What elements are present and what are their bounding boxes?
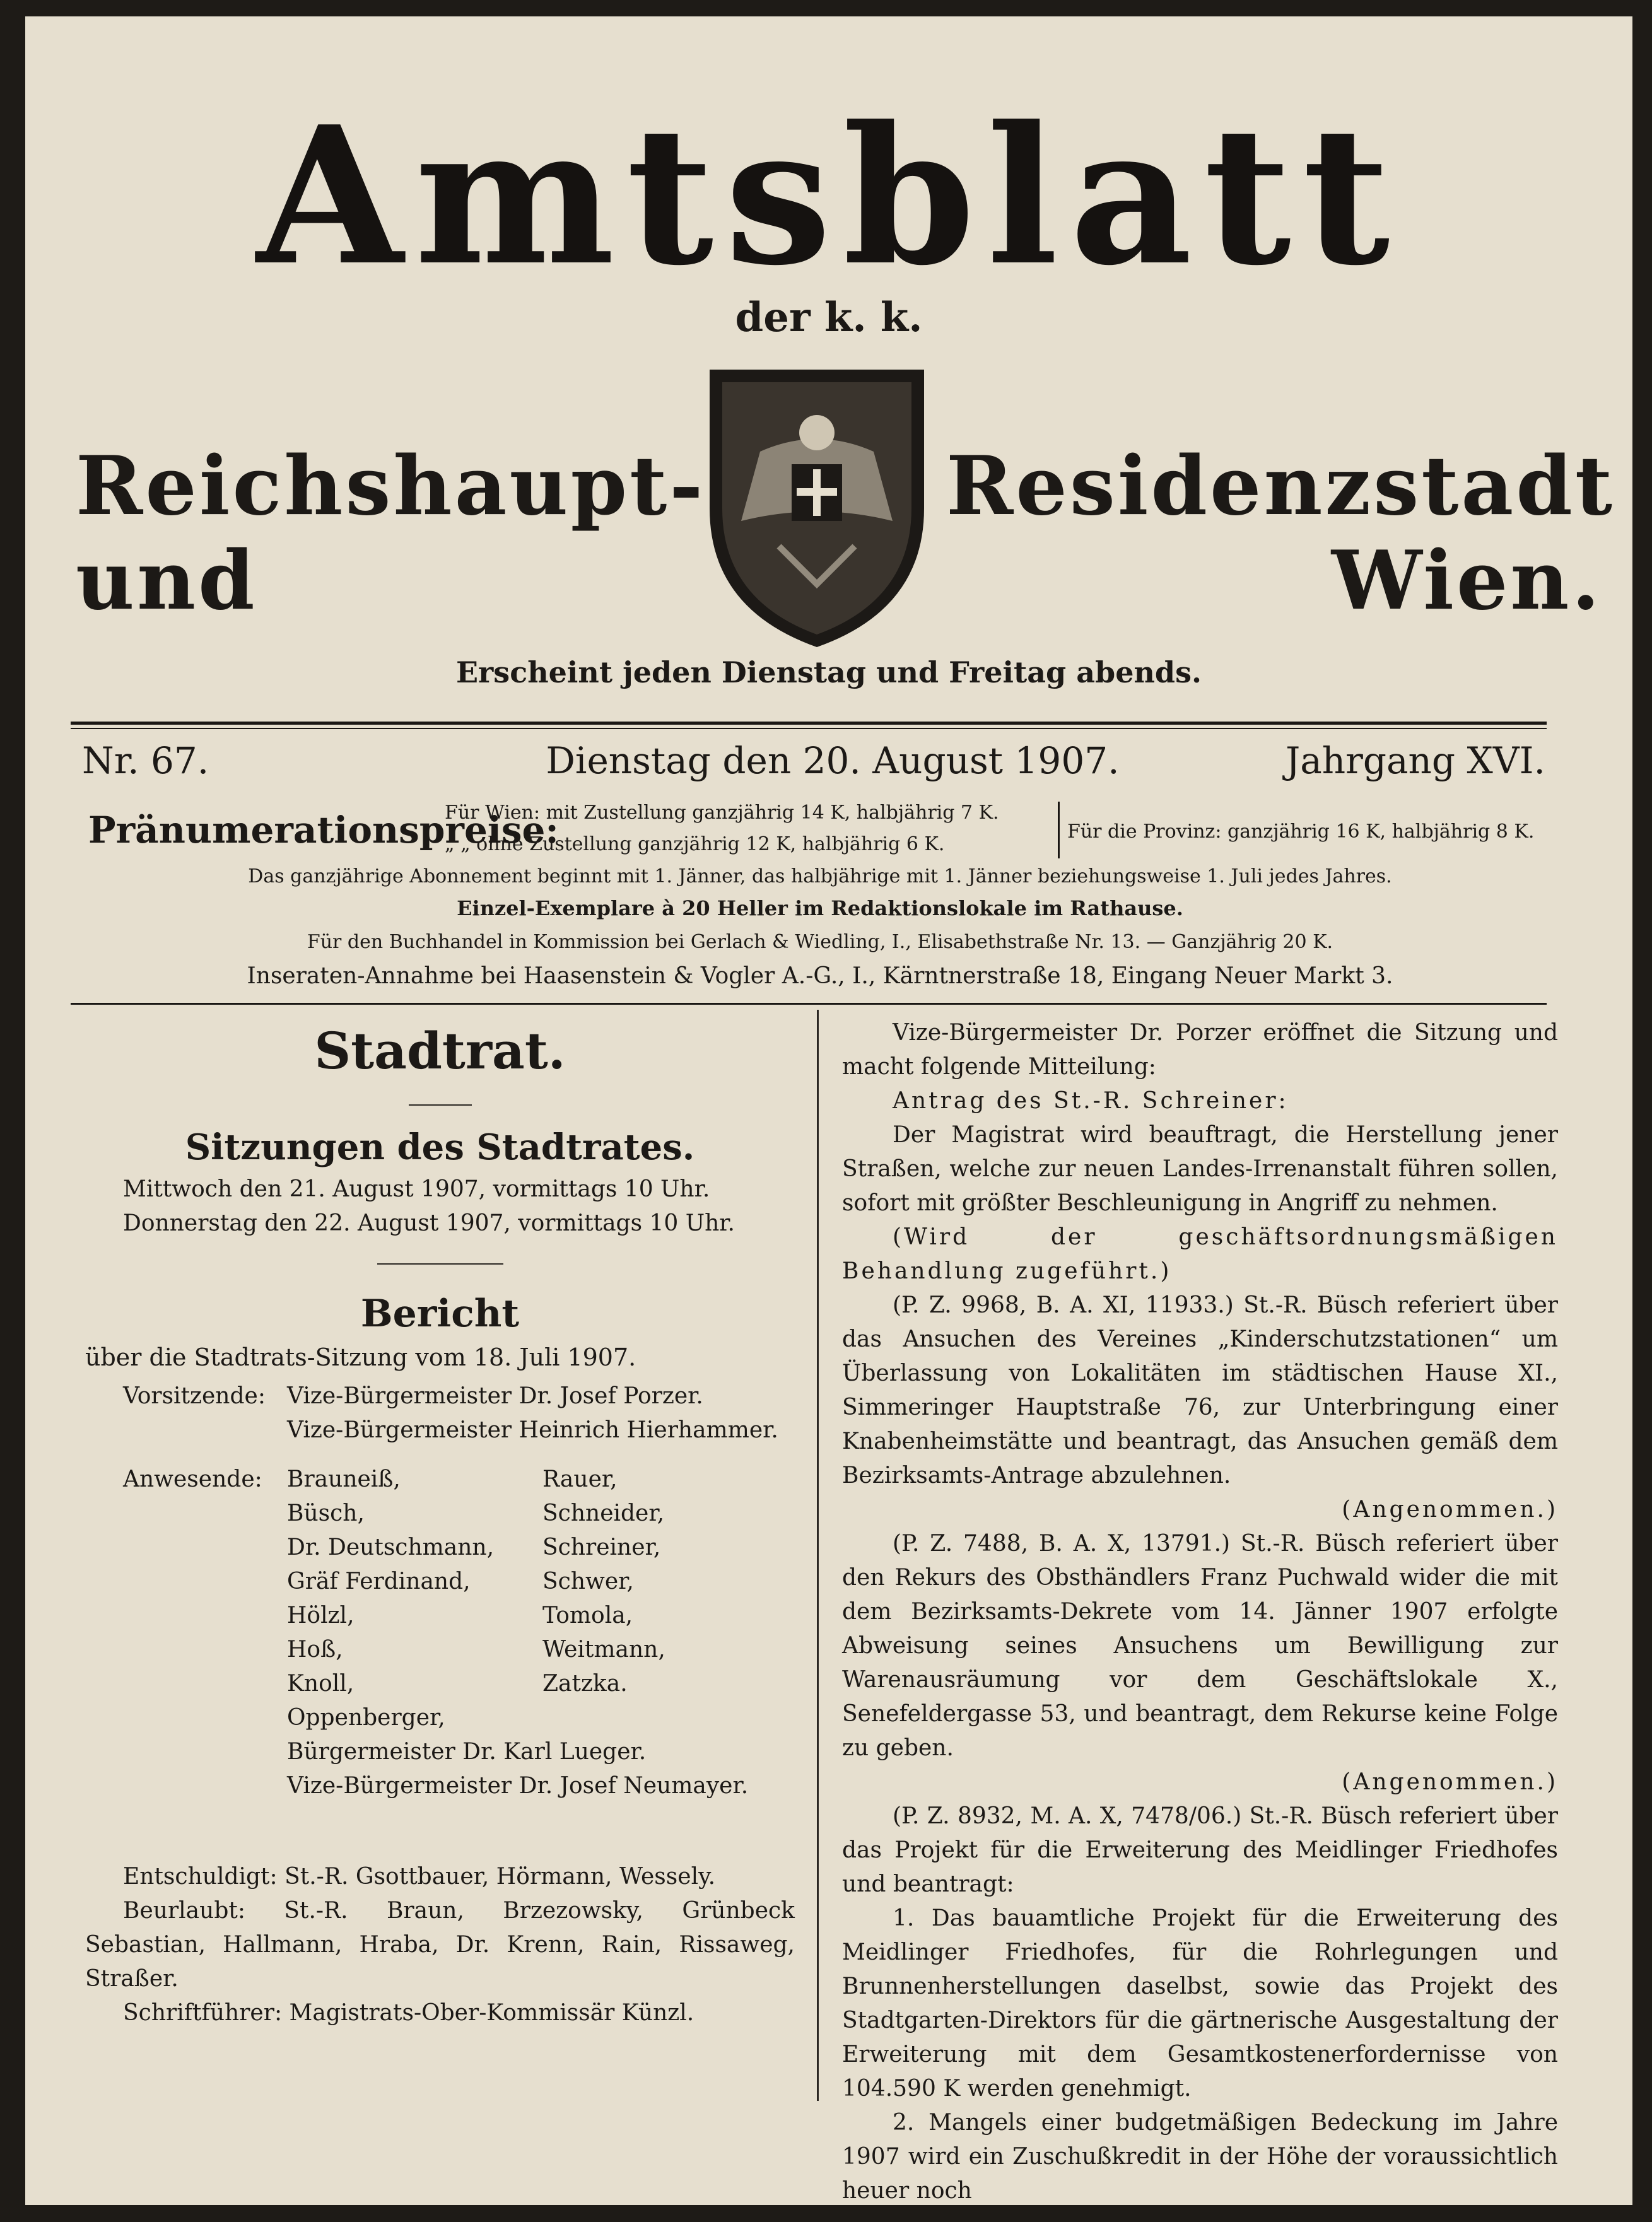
prices-abonnement: Das ganzjährige Abonnement beginnt mit 1. Jänner, das halbjährige mit 1. Jänner beziehungsweise 1. Juli jedes Jahres. — [248, 865, 1392, 887]
masthead-city-left: Reichshaupt- und — [76, 439, 706, 628]
issue-volume: Jahrgang XVI. — [1285, 739, 1545, 782]
prices-wien-line2: „ „ ohne Zustellung ganzjährig 12 K, halbjährig 6 K. — [445, 833, 945, 855]
item-9968: (P. Z. 9968, B. A. XI, 11933.) St.-R. Büsch referiert über das Ansuchen des Vereines „Kinderschutzstationen“ um Überlassung von Lokalitäten im städtischen Hause XI., Simmeringer Hauptstraße 76, zur Unterbringung einer Knabenheimstätte und beantragt, das Ansuchen gemäß dem Bezirksamts-Antrage abzulehnen. — [842, 1292, 1558, 1488]
vorsitz-label: Vorsitzende: — [123, 1383, 266, 1409]
attendee: Schreiner, — [542, 1535, 661, 1560]
attendee: Brauneiß, — [287, 1466, 401, 1492]
vorsitz-name-2: Vize-Bürgermeister Heinrich Hierhammer. — [287, 1417, 778, 1443]
antrag-note: (Wird der geschäftsordnungsmäßigen Behandlung zugeführt.) — [842, 1224, 1558, 1284]
item-8932-point-1: 1. Das bauamtliche Projekt für die Erweiterung des Meidlinger Friedhofes, für die Rohrlegungen und Brunnenherstellungen daselbst, sowie das Projekt des Stadtgarten-Direktors für die gärtnerische Ausgestaltung der Erweiterung mit dem Gesamtkostenerfordernisse von 104.590 K werden genehmigt. — [842, 1905, 1558, 2102]
attendee: Zatzka. — [542, 1671, 628, 1697]
masthead-title: Amtsblatt — [256, 85, 1402, 307]
antrag-text: Der Magistrat wird beauftragt, die Herstellung jener Straßen, welche zur neuen Landes-Irrenanstalt führen sollen, sofort mit größter Beschleunigung in Angriff zu nehmen. — [842, 1122, 1558, 1216]
vorsitz-name-1: Vize-Bürgermeister Dr. Josef Porzer. — [287, 1383, 703, 1409]
attendee: Dr. Deutschmann, — [287, 1535, 495, 1560]
right-column — [842, 1016, 1558, 2205]
anwesend-col-2 — [542, 1463, 732, 1735]
entschuldigt: Entschuldigt: St.-R. Gsottbauer, Hörmann, Wessely. — [123, 1864, 716, 1890]
prices-label: Pränumerationspreise: — [88, 809, 559, 851]
bericht-heading: Bericht — [360, 1292, 520, 1336]
bericht-subheading: über die Stadtrats-Sitzung vom 18. Juli 1907. — [85, 1343, 636, 1371]
left-column — [85, 1016, 795, 2030]
issue-number: Nr. 67. — [82, 739, 209, 782]
column-divider — [817, 1010, 819, 2101]
vorsitz-names — [287, 1379, 778, 1447]
prices-buchhandel: Für den Buchhandel in Kommission bei Gerlach & Wiedling, I., Elisabethstraße Nr. 13. — Ganzjährig 20 K. — [307, 931, 1333, 953]
section-rule-2 — [377, 1263, 503, 1265]
prices-provinz: Für die Provinz: ganzjährig 16 K, halbjährig 8 K. — [1067, 821, 1535, 843]
opening-paragraph: Vize-Bürgermeister Dr. Porzer eröffnet die Sitzung und macht folgende Mitteilung: — [842, 1020, 1558, 1080]
section-rule — [409, 1104, 472, 1106]
attendee: Rauer, — [542, 1466, 618, 1492]
newspaper-page — [25, 16, 1632, 2205]
section-heading-stadtrat: Stadtrat. — [314, 1021, 566, 1080]
masthead-subtitle: der k. k. — [735, 294, 923, 341]
item-7488-note: (Angenommen.) — [1342, 1769, 1558, 1795]
attendee: Hoß, — [287, 1637, 343, 1663]
attendee: Hölzl, — [287, 1603, 354, 1628]
attendee: Büsch, — [287, 1500, 365, 1526]
buergermeister: Bürgermeister Dr. Karl Lueger. — [287, 1739, 647, 1765]
attendee: Weitmann, — [542, 1637, 665, 1663]
prices-divider — [1058, 802, 1060, 858]
attendee: Schwer, — [542, 1569, 634, 1594]
item-8932-point-2: 2. Mangels einer budgetmäßigen Bedeckung im Jahre 1907 wird ein Zuschußkredit in der Höhe der voraussichtlich heuer noch — [842, 2110, 1558, 2204]
anwesend-row — [85, 1463, 795, 1735]
masthead-rule-top — [71, 722, 1547, 725]
attendee: Tomola, — [542, 1603, 633, 1628]
prices-wien-line1: Für Wien: mit Zustellung ganzjährig 14 K, halbjährig 7 K. — [445, 802, 999, 824]
item-7488: (P. Z. 7488, B. A. X, 13791.) St.-R. Büsch referiert über den Rekurs des Obsthändlers Franz Puchwald wider die mit dem Bezirksamts-Dekrete vom 14. Jänner 1907 erfolgte Abweisung seines Ansuchens um Bewilligung zur Warenausräumung vor dem Geschäftslokale X., Senefeldergasse 53, und beantragt, dem Rekurse keine Folge zu geben. — [842, 1531, 1558, 1761]
issue-date: Dienstag den 20. August 1907. — [546, 739, 1120, 782]
anwesend-label: Anwesende: — [123, 1466, 262, 1492]
attendee: Knoll, — [287, 1671, 354, 1697]
sitzung-date-1: Mittwoch den 21. August 1907, vormittags 10 Uhr. — [123, 1176, 710, 1202]
vorsitz-row — [85, 1379, 795, 1447]
prices-inserate: Inseraten-Annahme bei Haasenstein & Vogler A.-G., I., Kärntnerstraße 18, Eingang Neuer Markt 3. — [247, 963, 1393, 989]
schriftfuehrer: Schriftführer: Magistrats-Ober-Kommissär Künzl. — [123, 2000, 694, 2026]
prices-wien — [445, 797, 1063, 860]
header-rule-bottom — [71, 1003, 1547, 1005]
beurlaubt: Beurlaubt: St.-R. Braun, Brzezowsky, Grünbeck Sebastian, Hallmann, Hraba, Dr. Krenn, Rain, Rissaweg, Straßer. — [85, 1898, 795, 1992]
antrag-heading: Antrag des St.-R. Schreiner: — [893, 1088, 1289, 1114]
vize-neumayer: Vize-Bürgermeister Dr. Josef Neumayer. — [287, 1773, 749, 1799]
masthead-rule-top-thin — [71, 728, 1547, 729]
prices-einzel: Einzel-Exemplare à 20 Heller im Redaktionslokale im Rathause. — [457, 896, 1183, 920]
attendee: Gräf Ferdinand, — [287, 1569, 471, 1594]
coat-of-arms-icon — [684, 357, 949, 653]
anwesend-col-1 — [287, 1463, 542, 1735]
sitzung-date-2: Donnerstag den 22. August 1907, vormittags 10 Uhr. — [123, 1210, 735, 1236]
item-8932: (P. Z. 8932, M. A. X, 7478/06.) St.-R. Büsch referiert über das Projekt für die Erweiterung des Meidlinger Friedhofes und beantragt: — [842, 1803, 1558, 1897]
attendee: Oppenberger, — [287, 1705, 445, 1731]
item-9968-note: (Angenommen.) — [1342, 1497, 1558, 1523]
publication-frequency: Erscheint jeden Dienstag und Freitag abends. — [456, 655, 1202, 689]
sitzungen-heading: Sitzungen des Stadtrates. — [185, 1126, 695, 1168]
spacer — [85, 1803, 795, 1860]
masthead-city-right: Residenzstadt Wien. — [946, 439, 1615, 628]
attendee: Schneider, — [542, 1500, 665, 1526]
